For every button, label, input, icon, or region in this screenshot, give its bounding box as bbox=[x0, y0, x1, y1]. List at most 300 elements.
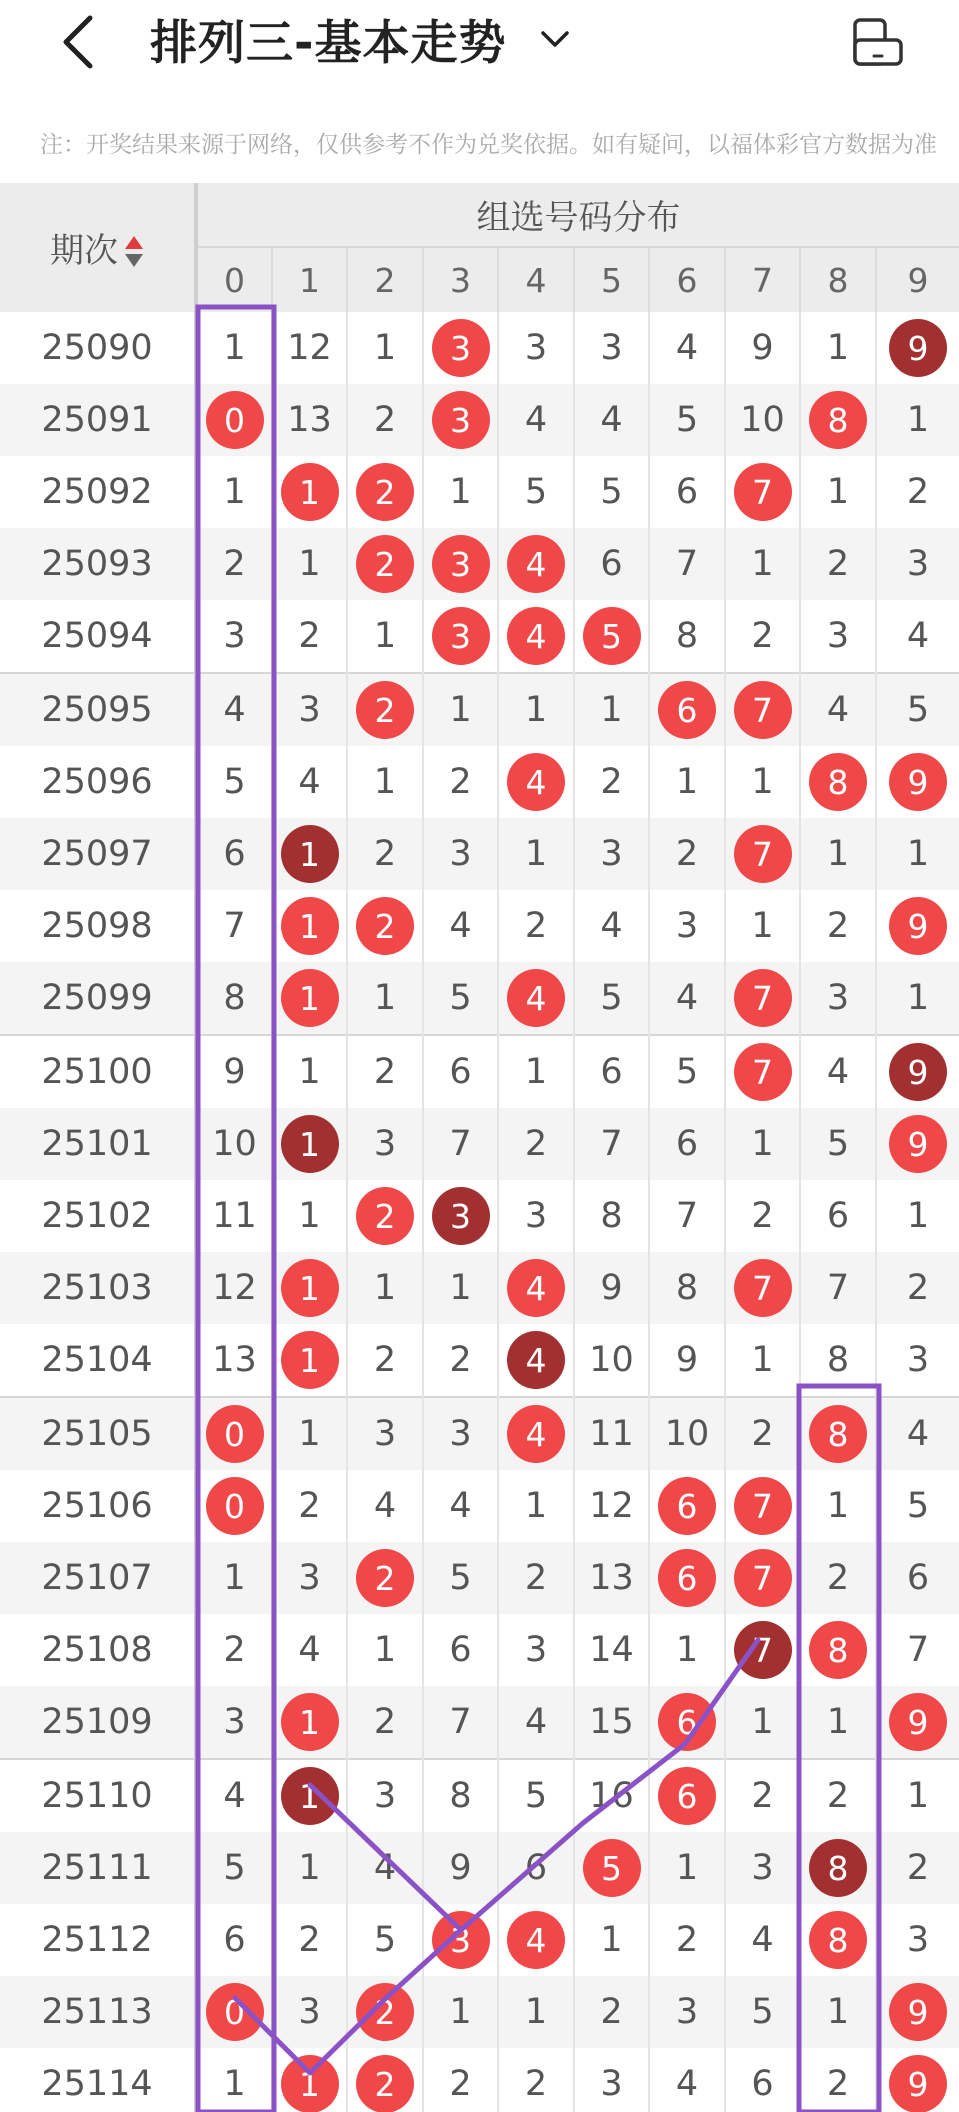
digit-cell-6 bbox=[649, 1759, 725, 1832]
digit-cell-3 bbox=[423, 1470, 498, 1542]
digit-cell-7 bbox=[725, 1035, 800, 1108]
omission-count: 9 bbox=[449, 1848, 472, 1888]
period-cell: 25091 bbox=[0, 384, 196, 456]
omission-count: 4 bbox=[826, 690, 850, 730]
omission-count: 3 bbox=[906, 1920, 930, 1960]
digit-cell-1 bbox=[272, 1035, 347, 1108]
omission-count: 7 bbox=[906, 1630, 930, 1670]
omission-count: 1 bbox=[906, 1196, 930, 1236]
digit-cell-8 bbox=[800, 746, 876, 818]
omission-count: 8 bbox=[675, 1268, 699, 1308]
digit-cell-2 bbox=[347, 818, 423, 890]
omission-count: 3 bbox=[298, 1558, 321, 1598]
digit-header-5: 5 bbox=[574, 247, 649, 312]
omission-count: 2 bbox=[223, 544, 246, 584]
digit-cell-2 bbox=[347, 1832, 423, 1904]
period-sort-header[interactable] bbox=[0, 183, 196, 312]
drawn-number-ball: 7 bbox=[734, 1259, 792, 1317]
omission-count: 1 bbox=[826, 1486, 850, 1526]
omission-count: 1 bbox=[223, 1558, 246, 1598]
drawn-number-ball: 7 bbox=[734, 825, 792, 883]
digit-cell-5 bbox=[574, 962, 649, 1035]
omission-count: 1 bbox=[298, 1196, 321, 1236]
digit-header-6: 6 bbox=[649, 247, 725, 312]
trend-table-container[interactable] bbox=[0, 183, 959, 2112]
omission-count: 2 bbox=[906, 1268, 930, 1308]
digit-cell-8 bbox=[800, 528, 876, 600]
digit-cell-3 bbox=[423, 600, 498, 673]
digit-cell-0 bbox=[196, 1614, 272, 1686]
digit-cell-1 bbox=[272, 1397, 347, 1470]
digit-cell-4 bbox=[498, 1759, 574, 1832]
omission-count: 3 bbox=[223, 1702, 246, 1742]
digit-cell-9 bbox=[876, 673, 959, 746]
digit-cell-4 bbox=[498, 746, 574, 818]
omission-count: 3 bbox=[524, 328, 548, 368]
digit-cell-6 bbox=[649, 1180, 725, 1252]
omission-count: 6 bbox=[223, 834, 246, 874]
omission-count: 1 bbox=[751, 1124, 774, 1164]
digit-cell-2 bbox=[347, 890, 423, 962]
omission-count: 1 bbox=[524, 690, 548, 730]
digit-cell-8 bbox=[800, 818, 876, 890]
table-row bbox=[0, 1108, 959, 1180]
digit-cell-5 bbox=[574, 312, 649, 384]
omission-count: 3 bbox=[223, 616, 246, 656]
period-cell: 25100 bbox=[0, 1035, 196, 1108]
period-cell: 25093 bbox=[0, 528, 196, 600]
digit-cell-0 bbox=[196, 673, 272, 746]
drawn-number-ball: 6 bbox=[658, 1693, 716, 1751]
digit-cell-0 bbox=[196, 1686, 272, 1759]
omission-count: 13 bbox=[212, 1340, 257, 1380]
chevron-down-icon bbox=[535, 24, 575, 54]
drawn-number-ball: 2 bbox=[356, 681, 414, 739]
omission-count: 1 bbox=[751, 1340, 774, 1380]
table-row bbox=[0, 1470, 959, 1542]
omission-count: 1 bbox=[223, 2064, 246, 2104]
omission-count: 9 bbox=[751, 328, 774, 368]
table-row bbox=[0, 2048, 959, 2112]
omission-count: 4 bbox=[223, 690, 246, 730]
omission-count: 3 bbox=[826, 978, 850, 1018]
digit-cell-9 bbox=[876, 456, 959, 528]
digit-cell-0 bbox=[196, 2048, 272, 2112]
digit-cell-9 bbox=[876, 1324, 959, 1397]
omission-count: 8 bbox=[826, 1340, 850, 1380]
drawn-number-ball: 2 bbox=[356, 897, 414, 955]
omission-count: 13 bbox=[287, 400, 332, 440]
omission-count: 2 bbox=[524, 2064, 548, 2104]
omission-count: 2 bbox=[373, 834, 397, 874]
digit-cell-2 bbox=[347, 1614, 423, 1686]
omission-count: 1 bbox=[751, 544, 774, 584]
digit-cell-9 bbox=[876, 1614, 959, 1686]
digit-header-4: 4 bbox=[498, 247, 574, 312]
digit-cell-7 bbox=[725, 818, 800, 890]
omission-count: 8 bbox=[449, 1776, 472, 1816]
group-distribution-header: 组选号码分布 bbox=[196, 183, 959, 247]
digit-cell-1 bbox=[272, 890, 347, 962]
table-row bbox=[0, 1686, 959, 1759]
digit-cell-3 bbox=[423, 1686, 498, 1759]
digit-cell-8 bbox=[800, 1324, 876, 1397]
drawn-number-ball: 0 bbox=[206, 1405, 264, 1463]
digit-cell-5 bbox=[574, 818, 649, 890]
digit-cell-8 bbox=[800, 673, 876, 746]
digit-cell-5 bbox=[574, 1686, 649, 1759]
omission-count: 4 bbox=[524, 400, 548, 440]
digit-header-7: 7 bbox=[725, 247, 800, 312]
digit-cell-1 bbox=[272, 1759, 347, 1832]
digit-cell-1 bbox=[272, 528, 347, 600]
digit-cell-6 bbox=[649, 1252, 725, 1324]
digit-cell-2 bbox=[347, 1759, 423, 1832]
omission-count: 3 bbox=[906, 1340, 930, 1380]
omission-count: 3 bbox=[298, 1992, 321, 2032]
digit-cell-7 bbox=[725, 1976, 800, 2048]
table-row bbox=[0, 1904, 959, 1976]
omission-count: 4 bbox=[906, 616, 930, 656]
digit-cell-8 bbox=[800, 1904, 876, 1976]
omission-count: 2 bbox=[826, 906, 850, 946]
digit-cell-9 bbox=[876, 1035, 959, 1108]
digit-cell-3 bbox=[423, 528, 498, 600]
digit-cell-8 bbox=[800, 456, 876, 528]
omission-count: 1 bbox=[524, 1052, 548, 1092]
omission-count: 7 bbox=[826, 1268, 850, 1308]
digit-cell-4 bbox=[498, 2048, 574, 2112]
digit-header-9: 9 bbox=[876, 247, 959, 312]
digit-cell-0 bbox=[196, 1832, 272, 1904]
omission-count: 6 bbox=[675, 472, 699, 512]
omission-count: 2 bbox=[373, 1702, 397, 1742]
rotate-screen-button[interactable] bbox=[850, 14, 906, 70]
omission-count: 7 bbox=[449, 1702, 472, 1742]
omission-count: 5 bbox=[826, 1124, 850, 1164]
digit-cell-3 bbox=[423, 818, 498, 890]
page-title: 排列三-基本走势 bbox=[150, 15, 507, 71]
digit-cell-9 bbox=[876, 1542, 959, 1614]
digit-cell-7 bbox=[725, 312, 800, 384]
omission-count: 3 bbox=[449, 1414, 472, 1454]
digit-cell-9 bbox=[876, 818, 959, 890]
table-row bbox=[0, 746, 959, 818]
digit-cell-4 bbox=[498, 818, 574, 890]
table-row bbox=[0, 600, 959, 673]
period-cell: 25090 bbox=[0, 312, 196, 384]
omission-count: 2 bbox=[223, 1630, 246, 1670]
digit-cell-4 bbox=[498, 312, 574, 384]
omission-count: 11 bbox=[212, 1196, 257, 1236]
digit-cell-9 bbox=[876, 1108, 959, 1180]
table-row bbox=[0, 1035, 959, 1108]
digit-cell-5 bbox=[574, 1180, 649, 1252]
drawn-number-ball: 4 bbox=[507, 1405, 565, 1463]
digit-cell-9 bbox=[876, 1976, 959, 2048]
drawn-number-ball: 6 bbox=[658, 1767, 716, 1825]
table-row bbox=[0, 1976, 959, 2048]
omission-count: 3 bbox=[373, 1414, 397, 1454]
digit-cell-8 bbox=[800, 890, 876, 962]
omission-count: 6 bbox=[751, 2064, 774, 2104]
period-cell: 25097 bbox=[0, 818, 196, 890]
drawn-number-ball: 8 bbox=[809, 1621, 867, 1679]
digit-cell-8 bbox=[800, 1252, 876, 1324]
omission-count: 2 bbox=[826, 1776, 850, 1816]
digit-cell-8 bbox=[800, 312, 876, 384]
drawn-number-ball: 8 bbox=[809, 1405, 867, 1463]
digit-cell-3 bbox=[423, 1976, 498, 2048]
table-row bbox=[0, 1759, 959, 1832]
repeat-number-ball: 9 bbox=[889, 319, 947, 377]
repeat-number-ball: 1 bbox=[281, 1767, 339, 1825]
digit-cell-8 bbox=[800, 1035, 876, 1108]
digit-cell-5 bbox=[574, 1470, 649, 1542]
omission-count: 10 bbox=[589, 1340, 634, 1380]
digit-cell-6 bbox=[649, 1035, 725, 1108]
digit-cell-8 bbox=[800, 1614, 876, 1686]
table-row bbox=[0, 1324, 959, 1397]
digit-cell-1 bbox=[272, 1252, 347, 1324]
omission-count: 1 bbox=[373, 1630, 397, 1670]
digit-cell-5 bbox=[574, 2048, 649, 2112]
digit-cell-3 bbox=[423, 890, 498, 962]
omission-count: 5 bbox=[223, 1848, 246, 1888]
omission-count: 13 bbox=[589, 1558, 634, 1598]
omission-count: 2 bbox=[826, 544, 850, 584]
omission-count: 1 bbox=[298, 1052, 321, 1092]
omission-count: 5 bbox=[600, 472, 623, 512]
omission-count: 4 bbox=[298, 762, 321, 802]
period-cell: 25095 bbox=[0, 673, 196, 746]
digit-cell-2 bbox=[347, 1035, 423, 1108]
digit-cell-2 bbox=[347, 1904, 423, 1976]
drawn-number-ball: 5 bbox=[583, 1839, 641, 1897]
omission-count: 3 bbox=[826, 616, 850, 656]
digit-cell-4 bbox=[498, 384, 574, 456]
omission-count: 4 bbox=[449, 906, 472, 946]
omission-count: 1 bbox=[449, 472, 472, 512]
digit-cell-7 bbox=[725, 456, 800, 528]
omission-count: 16 bbox=[589, 1776, 634, 1816]
omission-count: 1 bbox=[223, 472, 246, 512]
repeat-number-ball: 3 bbox=[432, 1187, 490, 1245]
omission-count: 2 bbox=[675, 834, 699, 874]
digit-cell-2 bbox=[347, 384, 423, 456]
omission-count: 1 bbox=[373, 616, 397, 656]
omission-count: 4 bbox=[906, 1414, 930, 1454]
digit-cell-9 bbox=[876, 1759, 959, 1832]
digit-cell-0 bbox=[196, 1397, 272, 1470]
drawn-number-ball: 3 bbox=[432, 391, 490, 449]
digit-cell-3 bbox=[423, 673, 498, 746]
omission-count: 3 bbox=[298, 690, 321, 730]
top-bar bbox=[0, 0, 959, 110]
omission-count: 2 bbox=[524, 1558, 548, 1598]
omission-count: 1 bbox=[373, 978, 397, 1018]
drawn-number-ball: 4 bbox=[507, 753, 565, 811]
period-cell: 25108 bbox=[0, 1614, 196, 1686]
omission-count: 3 bbox=[524, 1630, 548, 1670]
digit-cell-8 bbox=[800, 1976, 876, 2048]
omission-count: 2 bbox=[373, 400, 397, 440]
omission-count: 3 bbox=[600, 834, 623, 874]
omission-count: 1 bbox=[751, 906, 774, 946]
drawn-number-ball: 8 bbox=[809, 391, 867, 449]
digit-cell-6 bbox=[649, 962, 725, 1035]
digit-cell-1 bbox=[272, 1976, 347, 2048]
drawn-number-ball: 4 bbox=[507, 607, 565, 665]
digit-cell-3 bbox=[423, 1324, 498, 1397]
digit-cell-1 bbox=[272, 2048, 347, 2112]
digit-cell-1 bbox=[272, 600, 347, 673]
digit-cell-0 bbox=[196, 1180, 272, 1252]
drawn-number-ball: 1 bbox=[281, 2055, 339, 2112]
omission-count: 4 bbox=[675, 2064, 699, 2104]
omission-count: 5 bbox=[449, 978, 472, 1018]
lottery-type-selector[interactable] bbox=[150, 4, 575, 74]
omission-count: 2 bbox=[373, 1340, 397, 1380]
omission-count: 5 bbox=[675, 1052, 699, 1092]
digit-header-3: 3 bbox=[423, 247, 498, 312]
omission-count: 4 bbox=[223, 1776, 246, 1816]
drawn-number-ball: 1 bbox=[281, 969, 339, 1027]
digit-cell-1 bbox=[272, 1904, 347, 1976]
omission-count: 5 bbox=[906, 1486, 930, 1526]
digit-cell-5 bbox=[574, 1035, 649, 1108]
digit-cell-3 bbox=[423, 1180, 498, 1252]
omission-count: 7 bbox=[675, 544, 699, 584]
digit-cell-3 bbox=[423, 384, 498, 456]
omission-count: 5 bbox=[600, 978, 623, 1018]
digit-cell-4 bbox=[498, 1614, 574, 1686]
drawn-number-ball: 3 bbox=[432, 607, 490, 665]
omission-count: 3 bbox=[524, 1196, 548, 1236]
digit-cell-0 bbox=[196, 962, 272, 1035]
drawn-number-ball: 7 bbox=[734, 1549, 792, 1607]
period-cell: 25109 bbox=[0, 1686, 196, 1759]
omission-count: 1 bbox=[298, 544, 321, 584]
drawn-number-ball: 4 bbox=[507, 535, 565, 593]
digit-cell-1 bbox=[272, 746, 347, 818]
digit-cell-6 bbox=[649, 746, 725, 818]
digit-cell-5 bbox=[574, 890, 649, 962]
omission-count: 3 bbox=[675, 906, 699, 946]
omission-count: 5 bbox=[751, 1992, 774, 2032]
digit-cell-9 bbox=[876, 1397, 959, 1470]
trend-table bbox=[0, 183, 959, 2112]
drawn-number-ball: 1 bbox=[281, 463, 339, 521]
digit-cell-5 bbox=[574, 1108, 649, 1180]
digit-cell-5 bbox=[574, 1759, 649, 1832]
digit-cell-8 bbox=[800, 1397, 876, 1470]
digit-cell-8 bbox=[800, 384, 876, 456]
digit-cell-9 bbox=[876, 2048, 959, 2112]
digit-cell-9 bbox=[876, 746, 959, 818]
digit-cell-0 bbox=[196, 1976, 272, 2048]
omission-count: 2 bbox=[826, 2064, 850, 2104]
back-button[interactable] bbox=[48, 6, 118, 76]
digit-cell-4 bbox=[498, 1180, 574, 1252]
digit-cell-9 bbox=[876, 1470, 959, 1542]
omission-count: 4 bbox=[600, 400, 623, 440]
omission-count: 1 bbox=[298, 1414, 321, 1454]
omission-count: 1 bbox=[449, 1992, 472, 2032]
omission-count: 1 bbox=[524, 834, 548, 874]
omission-count: 1 bbox=[298, 1848, 321, 1888]
drawn-number-ball: 0 bbox=[206, 1477, 264, 1535]
drawn-number-ball: 3 bbox=[432, 1911, 490, 1969]
digit-cell-9 bbox=[876, 1180, 959, 1252]
omission-count: 5 bbox=[675, 400, 699, 440]
table-row bbox=[0, 456, 959, 528]
digit-cell-0 bbox=[196, 1542, 272, 1614]
drawn-number-ball: 4 bbox=[507, 1911, 565, 1969]
omission-count: 12 bbox=[589, 1486, 634, 1526]
omission-count: 2 bbox=[524, 1124, 548, 1164]
digit-cell-6 bbox=[649, 1324, 725, 1397]
digit-cell-0 bbox=[196, 1904, 272, 1976]
digit-cell-7 bbox=[725, 1324, 800, 1397]
omission-count: 10 bbox=[740, 400, 785, 440]
omission-count: 1 bbox=[373, 762, 397, 802]
omission-count: 1 bbox=[373, 1268, 397, 1308]
omission-count: 11 bbox=[589, 1414, 634, 1454]
digit-cell-2 bbox=[347, 1397, 423, 1470]
digit-cell-0 bbox=[196, 1252, 272, 1324]
digit-cell-7 bbox=[725, 2048, 800, 2112]
omission-count: 1 bbox=[826, 472, 850, 512]
table-row bbox=[0, 890, 959, 962]
drawn-number-ball: 5 bbox=[583, 607, 641, 665]
table-row bbox=[0, 1397, 959, 1470]
digit-cell-4 bbox=[498, 1252, 574, 1324]
period-cell: 25096 bbox=[0, 746, 196, 818]
digit-cell-4 bbox=[498, 1324, 574, 1397]
omission-count: 1 bbox=[600, 690, 623, 730]
omission-count: 1 bbox=[826, 328, 850, 368]
digit-cell-4 bbox=[498, 528, 574, 600]
digit-cell-9 bbox=[876, 528, 959, 600]
drawn-number-ball: 8 bbox=[809, 1911, 867, 1969]
digit-header-0: 0 bbox=[196, 247, 272, 312]
digit-cell-1 bbox=[272, 1108, 347, 1180]
omission-count: 2 bbox=[449, 1340, 472, 1380]
omission-count: 15 bbox=[589, 1702, 634, 1742]
digit-cell-6 bbox=[649, 1832, 725, 1904]
period-cell: 25103 bbox=[0, 1252, 196, 1324]
period-cell: 25111 bbox=[0, 1832, 196, 1904]
digit-cell-3 bbox=[423, 1252, 498, 1324]
omission-count: 2 bbox=[298, 1486, 321, 1526]
omission-count: 3 bbox=[751, 1848, 774, 1888]
omission-count: 3 bbox=[600, 328, 623, 368]
drawn-number-ball: 3 bbox=[432, 535, 490, 593]
omission-count: 2 bbox=[449, 2064, 472, 2104]
repeat-number-ball: 1 bbox=[281, 825, 339, 883]
digit-cell-8 bbox=[800, 2048, 876, 2112]
digit-cell-6 bbox=[649, 890, 725, 962]
digit-cell-7 bbox=[725, 746, 800, 818]
drawn-number-ball: 9 bbox=[889, 1693, 947, 1751]
digit-cell-3 bbox=[423, 746, 498, 818]
period-cell: 25101 bbox=[0, 1108, 196, 1180]
digit-cell-2 bbox=[347, 746, 423, 818]
omission-count: 1 bbox=[223, 328, 246, 368]
drawn-number-ball: 2 bbox=[356, 1549, 414, 1607]
omission-count: 3 bbox=[373, 1776, 397, 1816]
